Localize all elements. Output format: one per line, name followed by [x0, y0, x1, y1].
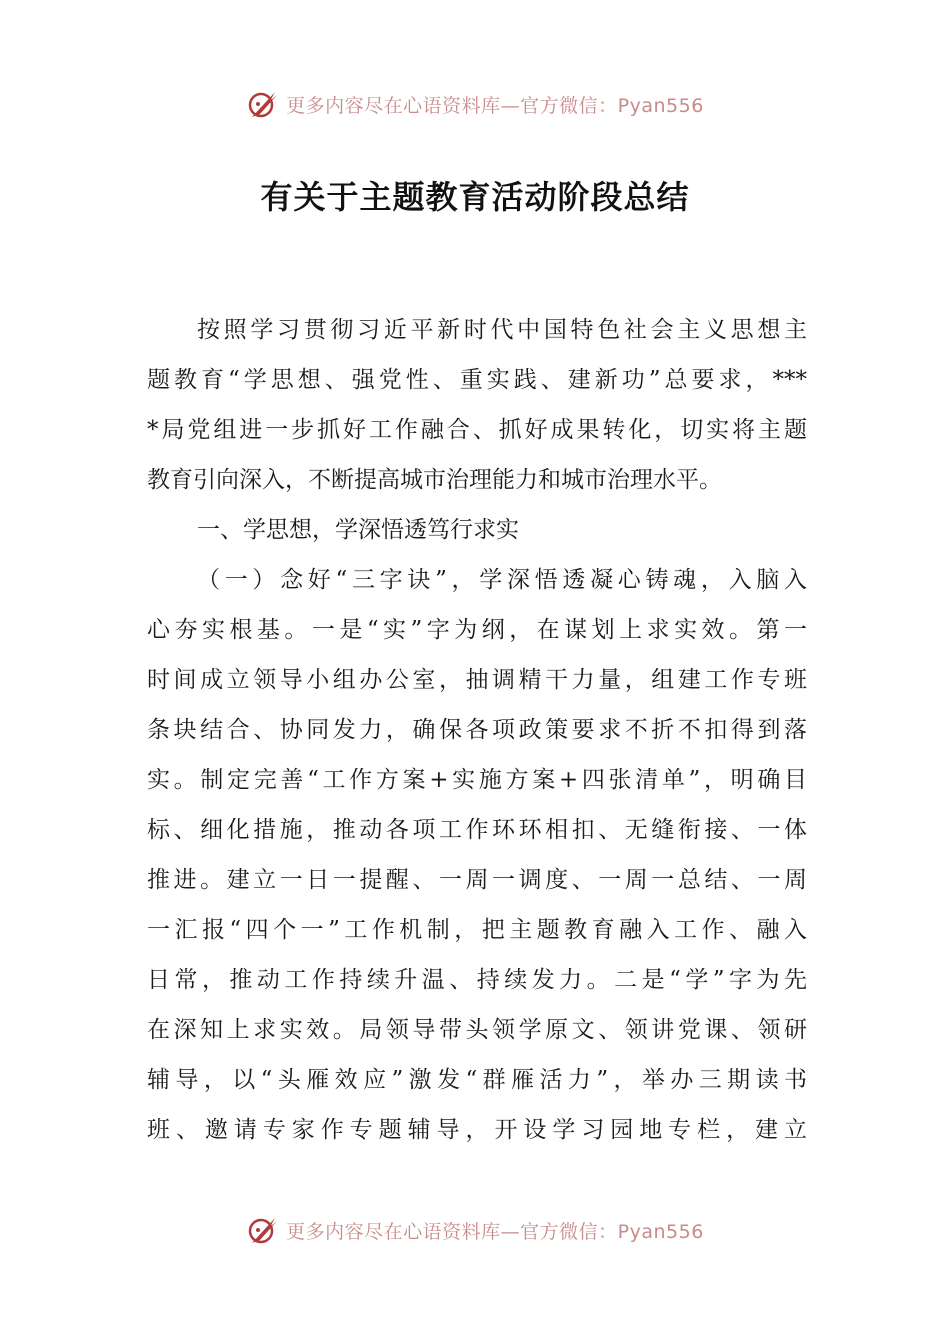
body-line: 在深知上求实效。局领导带头领学原文、领讲党课、领研 — [147, 1017, 807, 1043]
body-line: 题教育“学思想、强党性、重实践、建新功”总要求，*** — [147, 367, 807, 393]
body-line: 班、邀请专家作专题辅导，开设学习园地专栏，建立 — [147, 1117, 807, 1143]
body-line: 辅导，以“头雁效应”激发“群雁活力”，举办三期读书 — [147, 1067, 807, 1093]
body-line: 条块结合、协同发力，确保各项政策要求不折不扣得到落 — [147, 717, 807, 743]
document-body — [147, 305, 807, 1155]
body-line: （一）念好“三字诀”，学深悟透凝心铸魂，入脑入 — [197, 567, 807, 593]
section-heading: 一、学思想，学深悟透笃行求实 — [197, 517, 519, 543]
watermark-text: 更多内容尽在心语资料库—官方微信：Pyan556 — [286, 94, 704, 117]
body-line: 按照学习贯彻习近平新时代中国特色社会主义思想主 — [197, 317, 807, 343]
body-line: 心夯实根基。一是“实”字为纲，在谋划上求实效。第一 — [147, 617, 807, 643]
body-line: *局党组进一步抓好工作融合、抓好成果转化，切实将主题 — [147, 417, 807, 443]
body-line: 标、细化措施，推动各项工作环环相扣、无缝衔接、一体 — [147, 817, 807, 843]
watermark-banner-bottom — [0, 1210, 950, 1250]
body-line: 日常，推动工作持续升温、持续发力。二是“学”字为先 — [147, 967, 807, 993]
watermark-text: 更多内容尽在心语资料库—官方微信：Pyan556 — [286, 1220, 704, 1243]
body-line: 推进。建立一日一提醒、一周一调度、一周一总结、一周 — [147, 867, 807, 893]
quill-logo-icon — [246, 1213, 280, 1247]
body-line: 教育引向深入，不断提高城市治理能力和城市治理水平。 — [147, 467, 722, 493]
quill-logo-icon — [246, 87, 280, 121]
body-line: 实。制定完善“工作方案+实施方案+四张清单”，明确目 — [147, 767, 807, 793]
body-line: 一汇报“四个一”工作机制，把主题教育融入工作、融入 — [147, 917, 807, 943]
watermark-banner-top — [0, 84, 950, 124]
document-title: 有关于主题教育活动阶段总结 — [260, 178, 690, 216]
body-line: 时间成立领导小组办公室，抽调精干力量，组建工作专班 — [147, 667, 807, 693]
